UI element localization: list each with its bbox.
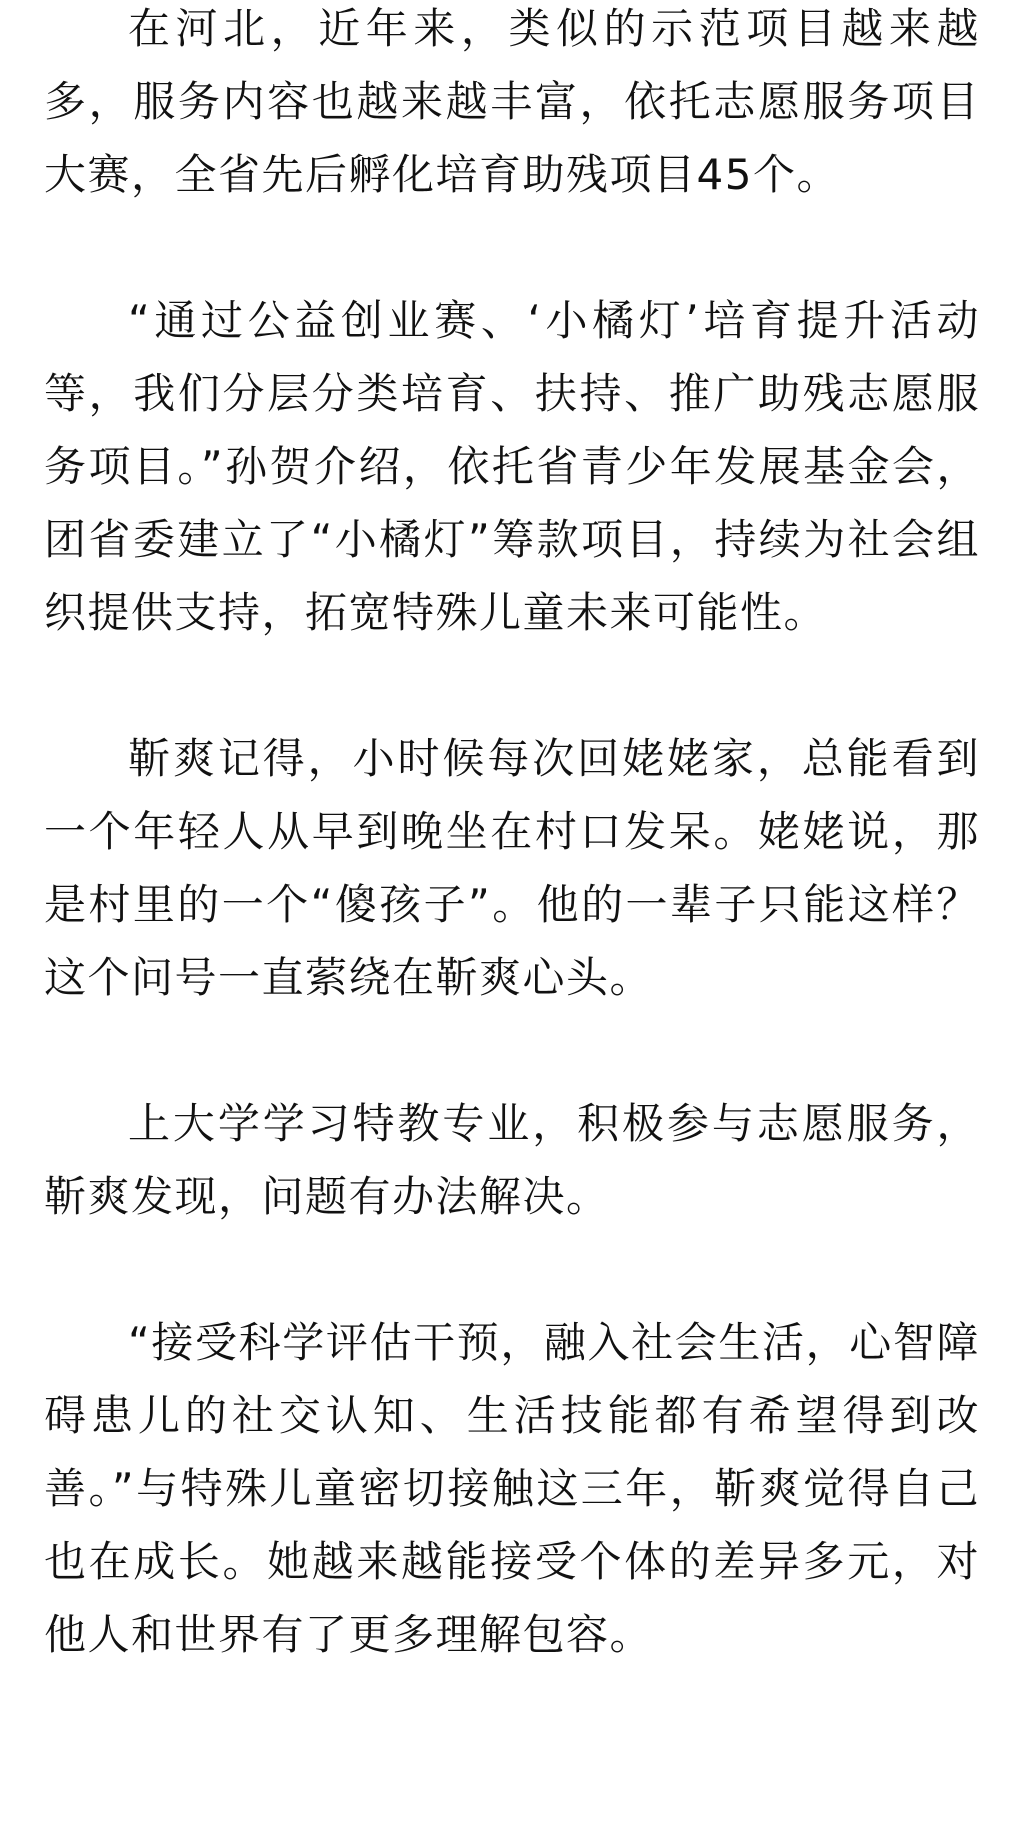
article-body: [44, 0, 980, 1671]
paragraph-3: 靳爽记得，小时候每次回姥姥家，总能看到一个年轻人从早到晚坐在村口发呆。姥姥说，那是村里的一个“傻孩子”。他的一辈子只能这样？这个问号一直萦绕在靳爽心头。: [44, 734, 980, 1002]
paragraph-5: “接受科学评估干预，融入社会生活，心智障碍患儿的社交认知、生活技能都有希望得到改善。”与特殊儿童密切接触这三年，靳爽觉得自己也在成长。她越来越能接受个体的差异多元，对他人和世界有了更多理解包容。: [44, 1318, 980, 1659]
paragraph-1: 在河北，近年来，类似的示范项目越来越多，服务内容也越来越丰富，依托志愿服务项目大赛，全省先后孵化培育助残项目45个。: [44, 4, 980, 199]
paragraph-2: “通过公益创业赛、‘小橘灯’培育提升活动等，我们分层分类培育、扶持、推广助残志愿服务项目。”孙贺介绍，依托省青少年发展基金会，团省委建立了“小橘灯”筹款项目，持续为社会组织提供支持，拓宽特殊儿童未来可能性。: [44, 296, 980, 637]
paragraph-4: 上大学学习特教专业，积极参与志愿服务，靳爽发现，问题有办法解决。: [44, 1099, 980, 1221]
